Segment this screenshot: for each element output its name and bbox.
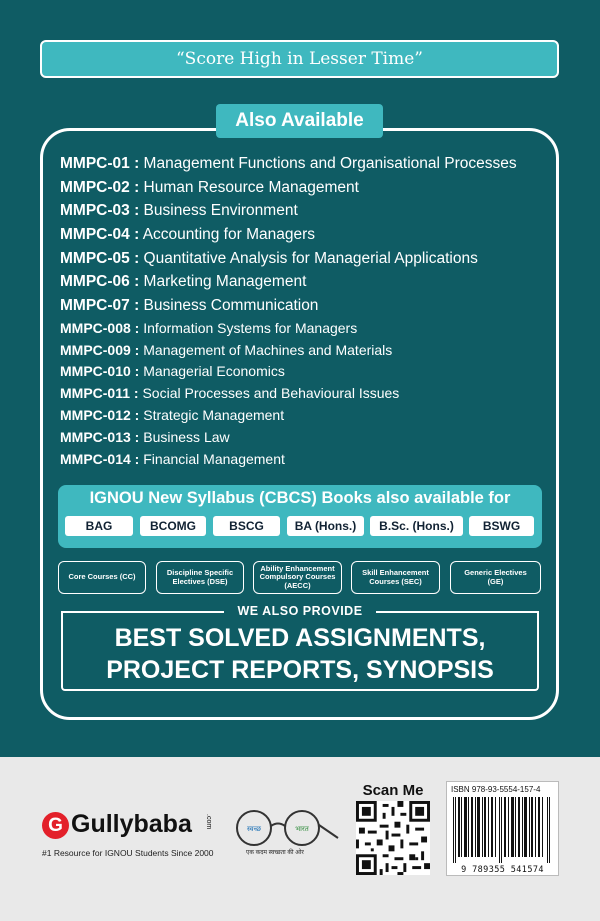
course-code: MMPC-010 : [60,363,140,380]
course-type-label: (GE) [487,576,504,586]
gullybaba-logo-domain: .com [205,814,212,830]
program-badge: BSWG [469,516,534,536]
course-name: Business Law [143,428,230,445]
cbcs-title: IGNOU New Syllabus (CBCS) Books also available for [89,489,511,507]
course-type-cc [58,561,146,594]
scan-me-label: Scan Me [362,782,424,799]
swachh-right-text: भारत [295,825,309,833]
course-name: Managerial Economics [143,363,285,380]
course-code: MMPC-013 : [60,428,140,445]
course-code: MMPC-05 : [60,249,140,267]
isbn-text: ISBN 978-93-5554-157-4 [451,785,541,794]
course-name: Information Systems for Managers [143,319,358,336]
course-code: MMPC-07 : [60,297,140,315]
course-type-label: Core Courses (CC) [68,572,136,582]
course-name: Business Environment [143,202,298,220]
swachh-tagline: एक कदम स्वच्छता की ओर [246,850,304,856]
course-item [60,427,550,449]
course-code: MMPC-014 : [60,450,140,467]
course-code: MMPC-011 : [60,385,139,402]
course-name: Social Processes and Behavioural Issues [142,385,400,402]
course-name: Management of Machines and Materials [143,341,393,358]
course-name: Financial Management [143,450,285,467]
course-item [60,383,550,405]
program-badge: BAG [65,516,133,536]
course-item [60,152,550,176]
course-type-label: Discipline Specific [166,567,234,577]
also-provide-label: WE ALSO PROVIDE [237,604,363,618]
course-item [60,199,550,223]
course-type-label: Courses (SEC) [369,576,422,586]
program-badge: BSCG [213,516,280,536]
gullybaba-logo-icon: G [42,812,69,839]
course-code: MMPC-02 : [60,178,140,196]
course-item [60,340,550,362]
course-type-label: Ability Enhancement [260,563,335,573]
course-item [60,318,550,340]
course-name: Marketing Management [143,273,307,291]
course-name: Management Functions and Organisational Processes [143,155,517,172]
course-code: MMPC-009 : [60,341,140,358]
swachh-left-text: स्वच्छ [246,825,262,833]
course-code: MMPC-01 : [60,155,140,172]
course-type-label: Generic Electives [464,567,527,577]
course-item [60,405,550,427]
also-available-title: Also Available [216,104,383,138]
qr-code-icon[interactable] [356,801,430,875]
course-code: MMPC-008 : [60,319,140,336]
course-type-dse [156,561,244,594]
course-type-sec [351,561,440,594]
course-code: MMPC-012 : [60,407,140,423]
barcode-icon [451,797,554,863]
course-name: Quantitative Analysis for Managerial Applications [143,249,478,267]
course-name: Business Communication [143,297,319,315]
course-type-label: Compulsory Courses [259,572,336,582]
program-badge: B.Sc. (Hons.) [370,516,463,536]
course-item [60,223,550,247]
program-badge: BA (Hons.) [287,516,364,536]
course-item [60,294,550,318]
course-item [60,247,550,271]
course-code: MMPC-06 : [60,273,140,291]
course-item [60,176,550,200]
course-type-label: Electives (DSE) [172,576,228,586]
course-item [60,270,550,294]
swachh-bharat-logo-icon [232,808,342,848]
gullybaba-tagline: #1 Resource for IGNOU Students Since 2000 [42,848,214,858]
course-list [60,152,550,470]
also-provide-headline [61,622,539,686]
course-type-label: (AECC) [284,580,311,590]
course-item [60,449,550,471]
course-type-aecc [253,561,342,594]
course-item [60,361,550,383]
barcode-digits: 9 789355 541574 [461,865,544,875]
course-code: MMPC-03 : [60,202,140,220]
course-name: Human Resource Management [143,178,359,196]
tagline-text: “Score High in Lesser Time” [175,49,423,69]
course-type-label: Skill Enhancement [362,567,429,577]
also-provide-line: PROJECT REPORTS, SYNOPSIS [106,656,494,684]
course-name: Strategic Management [143,407,285,423]
tagline-banner [40,40,559,78]
course-type-ge [450,561,541,594]
also-provide-line: BEST SOLVED ASSIGNMENTS, [114,624,486,652]
course-code: MMPC-04 : [60,226,140,244]
gullybaba-logo-text: Gullybaba [71,810,192,838]
course-name: Accounting for Managers [142,226,316,244]
program-badge: BCOMG [140,516,206,536]
